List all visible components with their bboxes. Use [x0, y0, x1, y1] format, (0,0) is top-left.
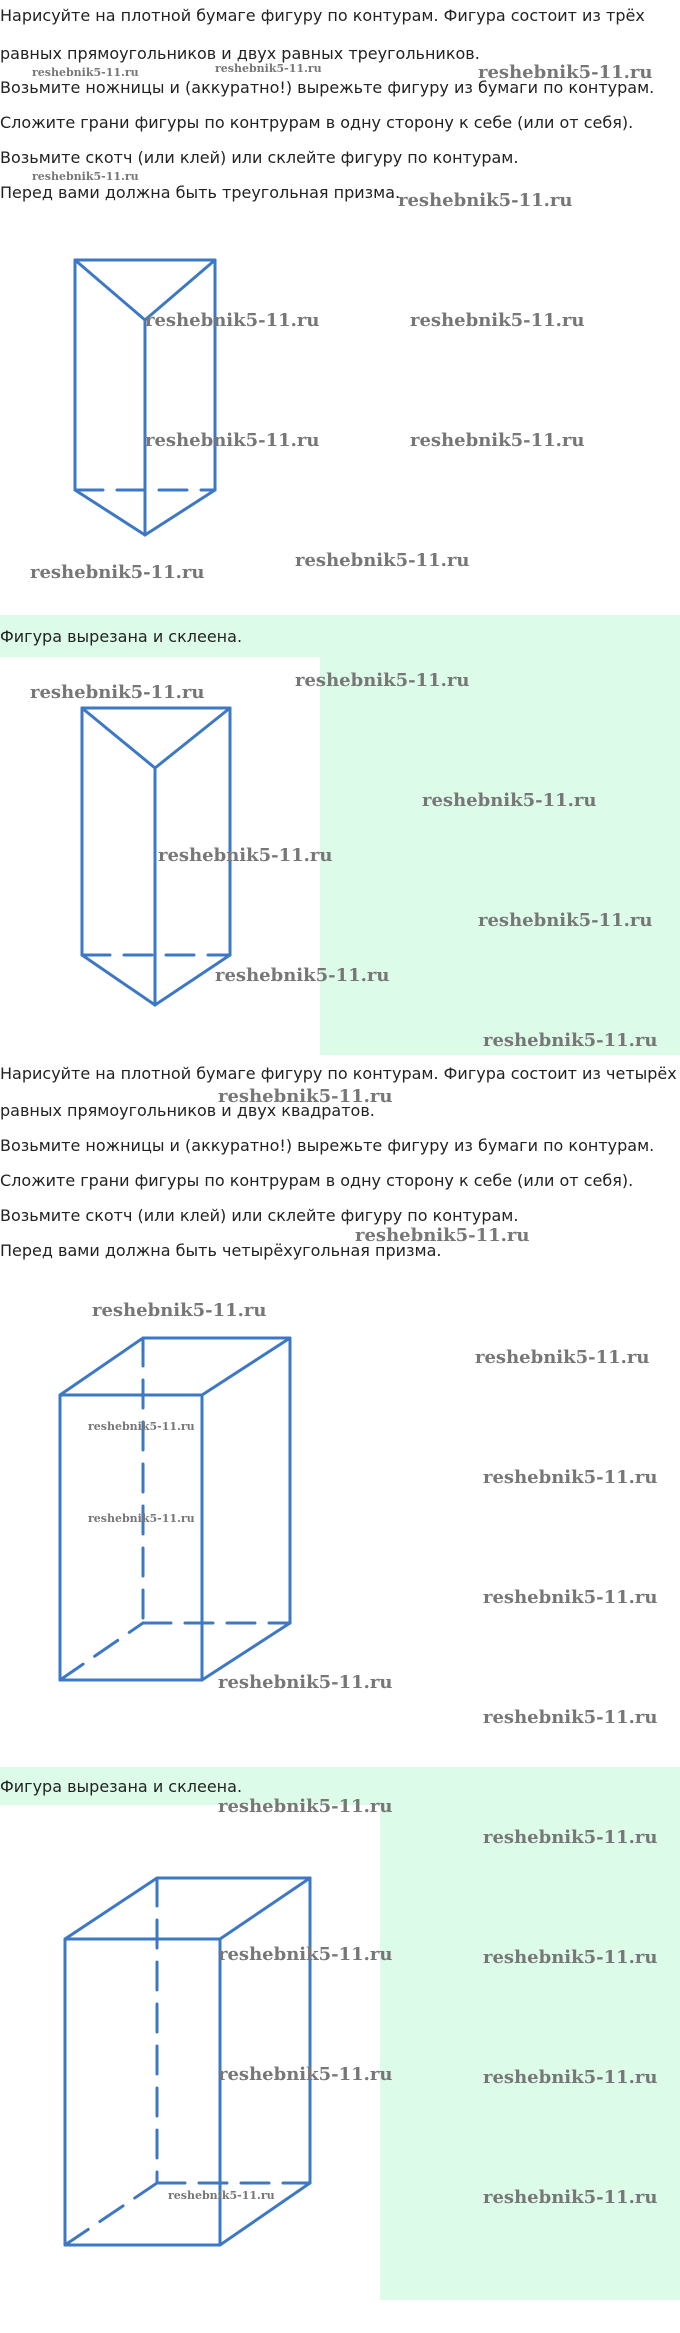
watermark: reshebnik5-11.ru	[483, 1030, 658, 1051]
watermark: reshebnik5-11.ru	[478, 910, 653, 931]
watermark: reshebnik5-11.ru	[295, 670, 470, 691]
instruction-line: равных прямоугольников и двух равных треугольников.	[0, 44, 480, 63]
watermark: reshebnik5-11.ru	[483, 2187, 658, 2208]
watermark: reshebnik5-11.ru	[218, 2064, 393, 2085]
instruction-line: Возьмите скотч (или клей) или склейте фигуру по контурам.	[0, 1206, 519, 1225]
watermark: reshebnik5-11.ru	[410, 430, 585, 451]
watermark: reshebnik5-11.ru	[483, 1827, 658, 1848]
watermark: reshebnik5-11.ru	[32, 170, 139, 183]
watermark: reshebnik5-11.ru	[410, 310, 585, 331]
watermark: reshebnik5-11.ru	[295, 550, 470, 571]
watermark: reshebnik5-11.ru	[355, 1225, 530, 1246]
watermark: reshebnik5-11.ru	[145, 430, 320, 451]
watermark: reshebnik5-11.ru	[398, 190, 573, 211]
watermark: reshebnik5-11.ru	[483, 1587, 658, 1608]
watermark: reshebnik5-11.ru	[158, 845, 333, 866]
watermark: reshebnik5-11.ru	[145, 310, 320, 331]
watermark: reshebnik5-11.ru	[215, 965, 390, 986]
watermark: reshebnik5-11.ru	[92, 1300, 267, 1321]
instruction-line: Возьмите ножницы и (аккуратно!) вырежьте фигуру из бумаги по контурам.	[0, 78, 655, 97]
watermark: reshebnik5-11.ru	[483, 1947, 658, 1968]
watermark: reshebnik5-11.ru	[483, 2067, 658, 2088]
watermark: reshebnik5-11.ru	[483, 1467, 658, 1488]
instruction-line: Сложите грани фигуры по контрурам в одну сторону к себе (или от себя).	[0, 1171, 634, 1190]
watermark: reshebnik5-11.ru	[30, 682, 205, 703]
instruction-line: Перед вами должна быть треугольная призма.	[0, 183, 401, 202]
watermark: reshebnik5-11.ru	[218, 1796, 393, 1817]
watermark: reshebnik5-11.ru	[30, 562, 205, 583]
watermark: reshebnik5-11.ru	[422, 790, 597, 811]
watermark: reshebnik5-11.ru	[483, 1707, 658, 1728]
instruction-line: равных прямоугольников и двух квадратов.	[0, 1101, 375, 1120]
watermark: reshebnik5-11.ru	[475, 1347, 650, 1368]
instruction-line: Возьмите ножницы и (аккуратно!) вырежьте фигуру из бумаги по контурам.	[0, 1136, 655, 1155]
watermark: reshebnik5-11.ru	[218, 1086, 393, 1107]
watermark: reshebnik5-11.ru	[478, 62, 653, 83]
instruction-line: Сложите грани фигуры по контрурам в одну сторону к себе (или от себя).	[0, 113, 634, 132]
instruction-line: Возьмите скотч (или клей) или склейте фигуру по контурам.	[0, 148, 519, 167]
watermark: reshebnik5-11.ru	[218, 1672, 393, 1693]
caption: Фигура вырезана и склеена.	[0, 627, 243, 646]
caption: Фигура вырезана и склеена.	[0, 1777, 243, 1796]
instruction-line: Нарисуйте на плотной бумаге фигуру по контурам. Фигура состоит из четырёх	[0, 1064, 677, 1083]
watermark: reshebnik5-11.ru	[32, 66, 139, 79]
watermark: reshebnik5-11.ru	[88, 1512, 195, 1525]
watermark: reshebnik5-11.ru	[215, 62, 322, 75]
instruction-line: Перед вами должна быть четырёхугольная призма.	[0, 1241, 442, 1260]
watermark: reshebnik5-11.ru	[218, 1944, 393, 1965]
watermark: reshebnik5-11.ru	[168, 2189, 275, 2202]
instruction-line: Нарисуйте на плотной бумаге фигуру по контурам. Фигура состоит из трёх	[0, 6, 645, 25]
watermark: reshebnik5-11.ru	[88, 1420, 195, 1433]
